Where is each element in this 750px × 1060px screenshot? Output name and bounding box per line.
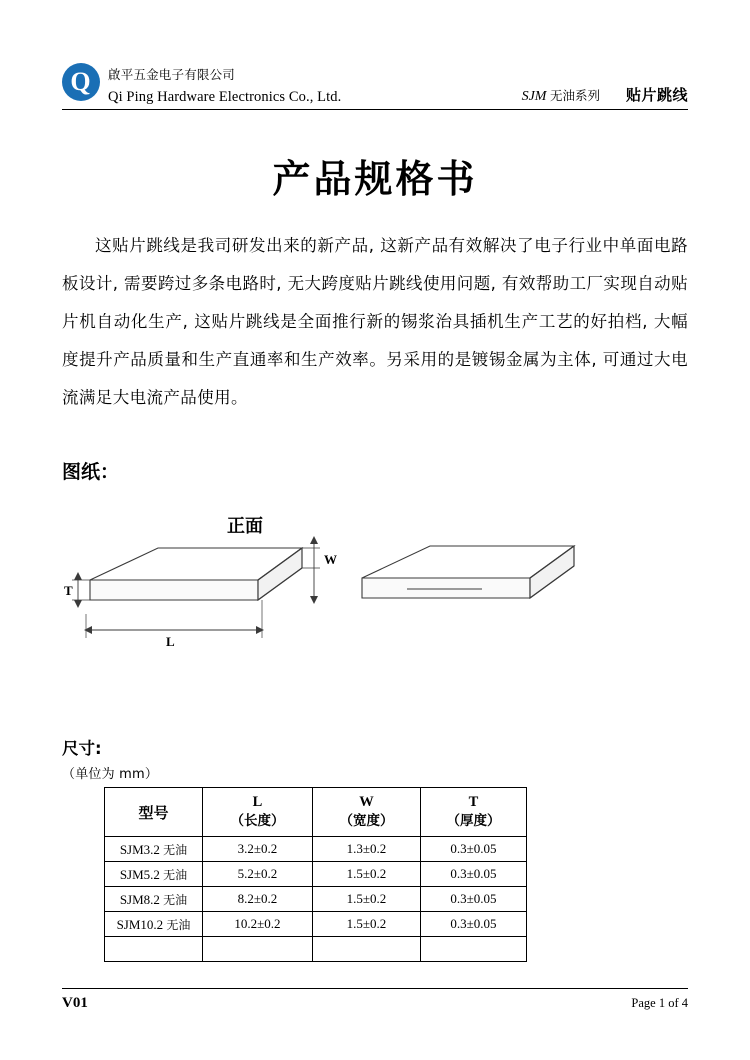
- cell-thickness: 0.3±0.05: [421, 862, 527, 887]
- cell-width: 1.5±0.2: [313, 887, 421, 912]
- unit-note: （单位为 mm）: [62, 767, 159, 782]
- drawing-figure: [62, 490, 688, 725]
- intro-paragraph: 这贴片跳线是我司研发出来的新产品, 这新产品有效解决了电子行业中单面电路板设计, 需要跨过多条电路时, 无大跨度贴片跳线使用问题, 有效帮助工厂实现自动贴片机自动化生产, 这贴片跳线是全面推行新的锡浆治具插机生产工艺的好拍档, 大幅度提升产品质量和生产直通率和生产效率。另采用的是镀锡金属为主体, 可通过大电流满足大电流产品使用。: [62, 236, 688, 407]
- company-identity: [62, 63, 408, 106]
- company-logo-icon: [62, 63, 100, 101]
- table-row-empty: [105, 937, 527, 962]
- column-header-width: W （宽度）: [313, 788, 421, 837]
- cell-length: 8.2±0.2: [203, 887, 313, 912]
- dimension-t-label: T: [64, 583, 73, 598]
- cell-thickness: 0.3±0.05: [421, 837, 527, 862]
- cell-empty: [105, 937, 203, 962]
- drawing-canvas: [62, 490, 688, 730]
- drawing-heading: 图纸：: [62, 461, 120, 483]
- table-body: [105, 837, 527, 962]
- column-header-thickness: T （厚度）: [421, 788, 527, 837]
- cell-width: 1.5±0.2: [313, 862, 421, 887]
- cell-model: SJM8.2 无油: [105, 887, 203, 912]
- page-number: Page 1 of 4: [631, 996, 688, 1010]
- column-header-model: 型号: [105, 788, 203, 837]
- series-label-latin: SJM: [521, 89, 550, 104]
- table-row: [105, 912, 527, 937]
- cell-length: 5.2±0.2: [203, 862, 313, 887]
- cell-empty: [313, 937, 421, 962]
- size-heading: 尺寸:: [62, 739, 102, 758]
- logo-letter: Q: [70, 67, 90, 96]
- specification-table: [104, 787, 527, 962]
- cell-thickness: 0.3±0.05: [421, 912, 527, 937]
- company-name-en: Qi Ping Hardware Electronics Co., Ltd.: [108, 89, 342, 105]
- table-header-row: [105, 788, 527, 837]
- document-version: V01: [62, 995, 88, 1011]
- company-name-cn: 啟平五金电子有限公司: [108, 67, 236, 82]
- jumper-drawing-svg: [62, 490, 688, 725]
- series-label-cn: 无油系列: [549, 88, 600, 103]
- table-head: [105, 788, 527, 837]
- dimension-l-label: L: [166, 634, 175, 649]
- page-footer: [62, 988, 688, 1012]
- page-title: 产品规格书: [272, 157, 478, 201]
- table-row: [105, 887, 527, 912]
- front-view-label: 正面: [227, 516, 263, 537]
- cell-length: 3.2±0.2: [203, 837, 313, 862]
- page-header: [62, 44, 688, 110]
- table-row: [105, 837, 527, 862]
- series-label: [522, 86, 600, 105]
- dimension-w-label: W: [324, 552, 337, 567]
- table-row: [105, 862, 527, 887]
- cell-thickness: 0.3±0.05: [421, 887, 527, 912]
- cell-length: 10.2±0.2: [203, 912, 313, 937]
- cell-width: 1.3±0.2: [313, 837, 421, 862]
- cell-model: SJM10.2 无油: [105, 912, 203, 937]
- column-header-length: L （长度）: [203, 788, 313, 837]
- header-series-info: [522, 84, 688, 106]
- cell-model: SJM5.2 无油: [105, 862, 203, 887]
- cell-model: SJM3.2 无油: [105, 837, 203, 862]
- cell-empty: [203, 937, 313, 962]
- cell-width: 1.5±0.2: [313, 912, 421, 937]
- product-label: 贴片跳线: [625, 86, 688, 104]
- cell-empty: [421, 937, 527, 962]
